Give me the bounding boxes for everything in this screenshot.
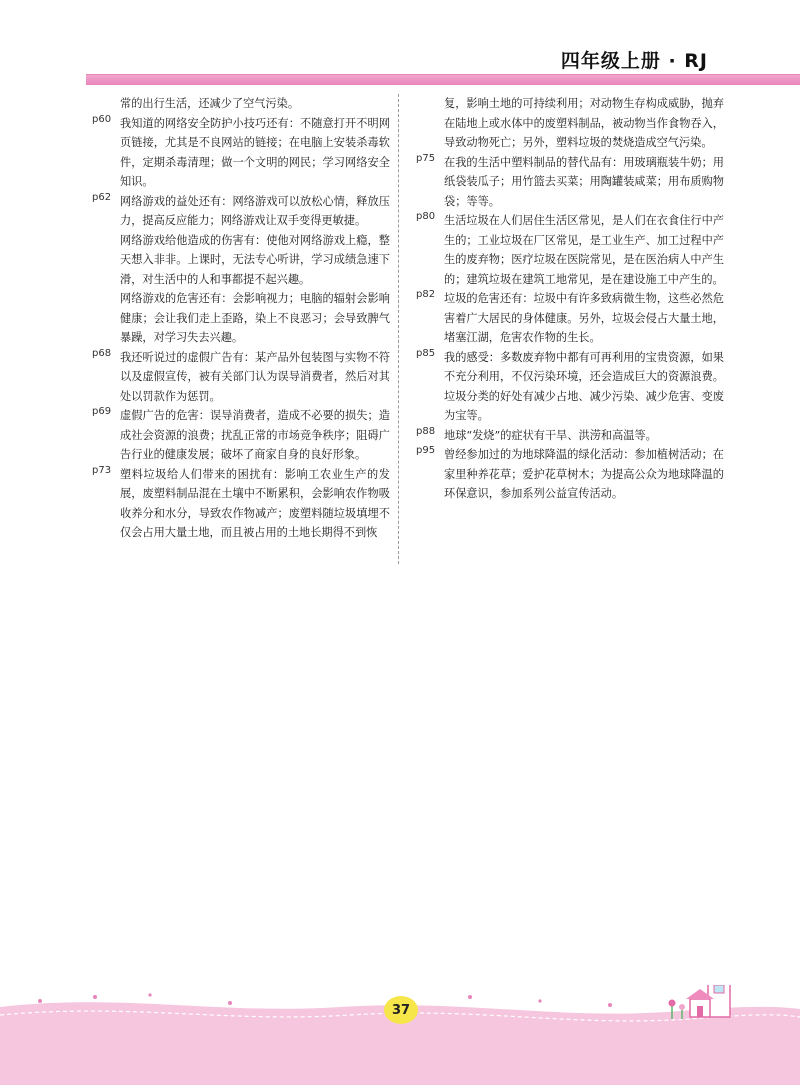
entry-p88 xyxy=(416,426,724,446)
text-continuation: 常的出行生活，还减少了空气污染。 xyxy=(120,97,300,110)
text-continuation: 复，影响土地的可持续利用；对动物生存构成威胁，抛弃在陆地上或水体中的废塑料制品，被动物当作食物吞入，导致动物死亡；另外，塑料垃圾的焚烧造成空气污染。 xyxy=(444,97,724,149)
entry-p95 xyxy=(416,445,724,504)
entry-p68 xyxy=(92,348,390,407)
page-ref: p69 xyxy=(92,406,112,417)
entry-p80 xyxy=(416,211,724,289)
page-number-badge: 37 xyxy=(384,996,418,1024)
header-stripe xyxy=(86,74,800,85)
entry-text: 网络游戏给他造成的伤害有：使他对网络游戏上瘾，整天想入非非。上课时，无法专心听讲，学习成绩急速下滑，对生活中的人和事都提不起兴趣。 xyxy=(120,233,390,286)
entry-p85 xyxy=(416,348,724,426)
page-ref: p85 xyxy=(416,347,436,359)
entry-text: 塑料垃圾给人们带来的困扰有：影响工农业生产的发展，废塑料制品混在土壤中不断累积，会影响农作物吸收养分和水分，导致农作物减产；废塑料随垃圾填埋不仅会占用大量土地，而且被占用的土地长期得不到恢 xyxy=(120,467,390,539)
entry-text: 网络游戏的危害还有：会影响视力；电脑的辐射会影响健康；会让我们走上歪路，染上不良恶习；会导致脾气暴躁，对学习失去兴趣。 xyxy=(120,292,390,344)
entry-p73 xyxy=(92,465,390,543)
page-ref: p62 xyxy=(92,191,112,203)
page-ref: p73 xyxy=(92,464,112,476)
entry-p69 xyxy=(92,406,390,465)
answer-columns xyxy=(92,94,724,564)
page-ref: p88 xyxy=(416,425,436,437)
entry-text: 曾经参加过的为地球降温的绿化活动：参加植树活动；在家里种养花草；爱护花草树木；为提高公众为地球降温的环保意识，参加系列公益宣传活动。 xyxy=(444,448,724,500)
page-ref: p80 xyxy=(416,211,436,222)
book-title: 四年级上册 · RJ xyxy=(560,50,708,72)
entry-p75 xyxy=(416,153,724,212)
entry-text: 我的感受：多数废弃物中都有可再利用的宝贵资源，如果不充分利用，不仅污染环境，还会造成巨大的资源浪费。垃圾分类的好处有减少占地、减少污染、减少危害、变废为宝等。 xyxy=(444,350,724,422)
entry-p60 xyxy=(92,114,390,192)
page-ref: p95 xyxy=(416,445,436,456)
tower-house-icon xyxy=(686,985,734,1017)
page-ref: p75 xyxy=(416,152,436,164)
entry-text: 虚假广告的危害：误导消费者，造成不必要的损失；造成社会资源的浪费；扰乱正常的市场竞争秩序；阻碍广告行业的健康发展；破坏了商家自身的良好形象。 xyxy=(120,409,390,461)
entry-text: 地球“发烧”的症状有干旱、洪涝和高温等。 xyxy=(444,428,657,442)
entry-text: 网络游戏的益处还有：网络游戏可以放松心情，释放压力，提高反应能力；网络游戏让双手变得更敏捷。 xyxy=(120,194,390,227)
entry-p62 xyxy=(92,192,390,231)
entry-text: 在我的生活中塑料制品的替代品有：用玻璃瓶装牛奶；用纸袋装瓜子；用竹篮去买菜；用陶罐装咸菜；用布质购物袋；等等。 xyxy=(444,155,724,208)
page-ref: p68 xyxy=(92,347,112,359)
entry-text: 我知道的网络安全防护小技巧还有：不随意打开不明网页链接，尤其是不良网站的链接；在电脑上安装杀毒软件，定期杀毒清理；做一个文明的网民；学习网络安全知识。 xyxy=(120,116,390,188)
left-column xyxy=(92,94,399,564)
entry-text: 生活垃圾在人们居住生活区常见，是人们在衣食住行中产生的；工业垃圾在厂区常见，是工业生产、加工过程中产生的废弃物；医疗垃圾在医院常见，是在医治病人中产生的；建筑垃圾在建筑工地常见，是在建设施工中产生的。 xyxy=(444,214,724,286)
entry-text: 垃圾的危害还有：垃圾中有许多致病微生物，这些必然危害着广大居民的身体健康。另外，垃圾会侵占大量土地，堵塞江湖，危害农作物的生长。 xyxy=(444,292,724,344)
entry-p82 xyxy=(416,289,724,348)
page-ref: p60 xyxy=(92,113,112,125)
right-column xyxy=(416,94,724,564)
page-ref: p82 xyxy=(416,289,436,300)
entry-text: 我还听说过的虚假广告有：某产品外包装图与实物不符以及虚假宣传，被有关部门认为误导消费者，然后对其处以罚款作为惩罚。 xyxy=(120,350,390,403)
